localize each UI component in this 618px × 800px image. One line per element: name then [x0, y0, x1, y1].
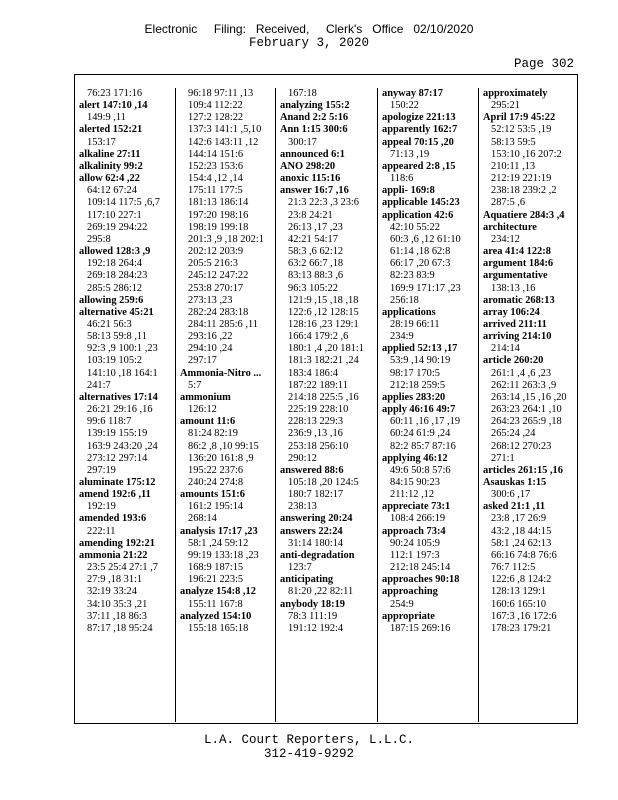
index-entry-continuation: 155:11 167:8: [188, 598, 243, 610]
index-entry: arriving 214:10: [483, 331, 552, 343]
index-entry: anybody 18:19: [280, 598, 345, 610]
index-entry-continuation: 214:14: [491, 343, 520, 355]
index-entry: amount 11:6: [180, 416, 236, 428]
index-entry-continuation: 87:17 ,18 95:24: [87, 622, 153, 634]
index-entry-continuation: 103:19 105:2: [87, 355, 143, 367]
footer: [0, 733, 618, 761]
index-entry-continuation: 167:18: [288, 88, 317, 99]
index-entry-continuation: 105:18 ,20 124:5: [288, 477, 359, 488]
index-entry-continuation: 181:3 182:21 ,24: [288, 355, 359, 367]
index-entry-continuation: 293:16 ,22: [188, 331, 233, 343]
index-entry-continuation: 58:3 ,6 62:12: [288, 246, 344, 258]
index-entry: arrived 211:11: [483, 318, 547, 330]
index-entry-continuation: 282:24 283:18: [188, 306, 249, 318]
index-entry: array 106:24: [483, 306, 540, 318]
index-entry: Aquatiere 284:3 ,4: [483, 209, 565, 221]
index-entry-continuation: 82:2 85:7 87:16: [390, 440, 456, 452]
index-entry-continuation: 187:22 189:11: [288, 379, 348, 391]
index-entry: announced 6:1: [280, 148, 345, 160]
index-entry: asked 21:1 ,11: [483, 501, 546, 513]
index-entry-continuation: 42:10 55:22: [390, 221, 440, 233]
index-entry: answered 88:6: [280, 464, 344, 476]
index-entry-continuation: 126:12: [188, 404, 217, 416]
index-entry-continuation: 294:10 ,24: [188, 343, 233, 355]
index-entry: alert 147:10 ,14: [79, 100, 148, 112]
index-entry-continuation: 268:14: [188, 513, 217, 525]
index-entry: alkaline 27:11: [79, 148, 141, 160]
index-entry-continuation: 180:1 ,4 ,20 181:1: [288, 343, 364, 355]
index-entry: answering 20:24: [280, 513, 353, 525]
index-entry: applies 283:20: [382, 391, 446, 403]
index-entry: Asauskas 1:15: [483, 477, 547, 488]
index-entry-continuation: 71:13 ,19: [390, 148, 430, 160]
index-entry-continuation: 31:14 180:14: [288, 537, 344, 549]
index-entry-continuation: 181:13 186:14: [188, 197, 249, 209]
index-entry-continuation: 139:19 155:19: [87, 428, 148, 440]
index-entry-continuation: 49:6 50:8 57:6: [390, 464, 451, 476]
index-entry-continuation: 152:23 153:6: [188, 160, 244, 172]
index-entry-continuation: 76:23 171:16: [87, 88, 143, 99]
index-entry-continuation: 234:9: [390, 331, 414, 343]
index-entry-continuation: 225:19 228:10: [288, 404, 349, 416]
index-entry-continuation: 295:21: [491, 100, 520, 112]
index-entry-continuation: 264:23 265:9 ,18: [491, 416, 562, 428]
index-entry-continuation: 163:9 243:20 ,24: [87, 440, 158, 452]
index-entry: articles 261:15 ,16: [483, 464, 563, 476]
index-entry: applying 46:12: [382, 452, 448, 464]
index-entry: analyzing 155:2: [280, 100, 350, 112]
index-entry-continuation: 168:9 187:15: [188, 562, 244, 574]
court-reporter-name: L.A. Court Reporters, L.L.C.: [203, 733, 415, 747]
index-table: [74, 74, 578, 724]
index-entry-continuation: 285:5 286:12: [87, 282, 143, 294]
index-entry: analysis 17:17 ,23: [180, 525, 258, 537]
index-entry-continuation: 205:5 216:3: [188, 258, 238, 270]
index-entry: ANO 298:20: [280, 160, 336, 172]
index-entry: amend 192:6 ,11: [79, 489, 151, 501]
index-entry-continuation: 128:16 ,23 129:1: [288, 318, 359, 330]
index-entry-continuation: 284:11 285:6 ,11: [188, 318, 258, 330]
index-entry-continuation: 121:9 ,15 ,18 ,18: [288, 294, 359, 306]
index-entry-continuation: 166:4 179:2 ,6: [288, 331, 349, 343]
index-entry-continuation: 138:13 ,16: [491, 282, 536, 294]
index-entry-continuation: 58:1 ,24 62:13: [491, 537, 552, 549]
index-entry-continuation: 167:3 ,16 172:6: [491, 610, 557, 622]
index-entry: amending 192:21: [79, 537, 155, 549]
index-entry-continuation: 61:14 ,18 62:8: [390, 246, 451, 258]
index-entry: aromatic 268:13: [483, 294, 555, 306]
index-entry: alkalinity 99:2: [79, 160, 143, 172]
index-entry: argument 184:6: [483, 258, 554, 270]
index-entry-continuation: 300:17: [288, 136, 317, 148]
index-entry-continuation: 43:2 ,18 44:15: [491, 525, 552, 537]
index-entry-continuation: 90:24 105:9: [390, 537, 440, 549]
index-entry: amended 193:6: [79, 513, 147, 525]
index-entry-continuation: 122:6 ,12 128:15: [288, 306, 359, 318]
index-entry-continuation: 191:12 192:4: [288, 622, 344, 634]
index-entry: application 42:6: [382, 209, 454, 221]
index-entry-continuation: 300:6 ,17: [491, 489, 531, 501]
index-entry-continuation: 127:2 128:22: [188, 112, 244, 124]
index-entry-continuation: 228:13 229:3: [288, 416, 344, 428]
index-entry-continuation: 268:12 270:23: [491, 440, 552, 452]
index-entry-continuation: 52:12 53:5 ,19: [491, 124, 552, 136]
index-entry: allow 62:4 ,22: [79, 173, 140, 185]
index-entry-continuation: 122:6 ,8 124:2: [491, 574, 552, 586]
index-entry-continuation: 92:3 ,9 100:1 ,23: [87, 343, 158, 355]
index-entry-continuation: 297:19: [87, 464, 116, 476]
index-entry-continuation: 211:12 ,12: [390, 489, 435, 501]
index-entry: area 41:4 122:8: [483, 246, 551, 258]
index-entry-continuation: 210:11 ,13: [491, 160, 536, 172]
index-entry-continuation: 256:18: [390, 294, 419, 306]
index-entry-continuation: 155:18 165:18: [188, 622, 249, 634]
index-entry-continuation: 154:4 ,12 ,14: [188, 173, 243, 185]
index-column-3: [275, 88, 377, 722]
index-entry-continuation: 141:10 ,18 164:1: [87, 367, 158, 379]
index-entry-continuation: 238:13: [288, 501, 317, 513]
index-entry: anti-degradation: [280, 549, 355, 561]
index-entry-continuation: 99:6 118:7: [87, 416, 132, 428]
index-entry: Ammonia-Nitro ...: [180, 367, 262, 379]
index-entry: architecture: [483, 221, 537, 233]
index-entry-continuation: 81:24 82:19: [188, 428, 238, 440]
index-entry: appeal 70:15 ,20: [382, 136, 454, 148]
index-entry-continuation: 128:13 129:1: [491, 586, 547, 598]
index-entry-continuation: 175:11 177:5: [188, 185, 243, 197]
index-entry-continuation: 192:18 264:4: [87, 258, 143, 270]
index-entry-continuation: 222:11: [87, 525, 116, 537]
index-entry-continuation: 183:4 186:4: [288, 367, 338, 379]
index-entry: applications: [382, 306, 436, 318]
index-entry: appeared 2:8 ,15: [382, 160, 456, 172]
index-entry: appli- 169:8: [382, 185, 435, 197]
index-entry-continuation: 212:18 245:14: [390, 562, 451, 574]
index-column-5: [478, 88, 578, 722]
index-entry-continuation: 290:12: [288, 452, 317, 464]
index-entry-continuation: 84:15 90:23: [390, 477, 440, 488]
index-entry-continuation: 96:18 97:11 ,13: [188, 88, 254, 99]
index-entry-continuation: 60:3 ,6 ,12 61:10: [390, 233, 461, 245]
index-entry-continuation: 27:9 ,18 31:1: [87, 574, 143, 586]
index-entry: alternatives 17:14: [79, 391, 158, 403]
index-entry: amounts 151:6: [180, 489, 245, 501]
index-entry-continuation: 26:21 29:16 ,16: [87, 404, 153, 416]
index-entry-continuation: 197:20 198:16: [188, 209, 249, 221]
index-entry-continuation: 123:7: [288, 562, 312, 574]
index-column-4: [377, 88, 478, 722]
index-entry-continuation: 21:3 22:3 ,3 23:6: [288, 197, 360, 209]
index-entry-continuation: 212:19 221:19: [491, 173, 552, 185]
index-entry: anyway 87:17: [382, 88, 443, 99]
index-entry-continuation: 112:1 197:3: [390, 549, 440, 561]
index-entry-continuation: 60:11 ,16 ,17 ,19: [390, 416, 461, 428]
index-entry-continuation: 82:23 83:9: [390, 270, 435, 282]
index-column-2: [175, 88, 275, 722]
index-entry-continuation: 118:6: [390, 173, 414, 185]
index-entry-continuation: 46:21 56:3: [87, 318, 132, 330]
index-entry-continuation: 273:12 297:14: [87, 452, 148, 464]
index-entry-continuation: 28:19 66:11: [390, 318, 440, 330]
index-entry-continuation: 153:17: [87, 136, 116, 148]
index-entry-continuation: 98:17 170:5: [390, 367, 440, 379]
index-entry-continuation: 64:12 67:24: [87, 185, 137, 197]
index-entry: applicable 145:23: [382, 197, 460, 209]
index-entry-continuation: 58:13 59:5: [491, 136, 536, 148]
index-entry-continuation: 34:10 35:3 ,21: [87, 598, 148, 610]
index-entry-continuation: 261:1 ,4 ,6 ,23: [491, 367, 552, 379]
index-entry-continuation: 160:6 165:10: [491, 598, 547, 610]
index-entry: anticipating: [280, 574, 334, 586]
index-entry-continuation: 23:8 ,17 26:9: [491, 513, 547, 525]
index-entry-continuation: 26:13 ,17 ,23: [288, 221, 343, 233]
index-entry-continuation: 58:13 59:8 ,11: [87, 331, 147, 343]
index-entry: anoxic 115:16: [280, 173, 341, 185]
index-entry: allowed 128:3 ,9: [79, 246, 151, 258]
index-entry-continuation: 196:21 223:5: [188, 574, 244, 586]
index-entry: ammonia 21:22: [79, 549, 148, 561]
index-entry-continuation: 169:9 171:17 ,23: [390, 282, 461, 294]
index-entry-continuation: 178:23 179:21: [491, 622, 552, 634]
index-entry-continuation: 262:11 263:3 ,9: [491, 379, 557, 391]
index-entry-continuation: 238:18 239:2 ,2: [491, 185, 557, 197]
index-entry: alternative 45:21: [79, 306, 154, 318]
index-entry-continuation: 58:1 ,24 59:12: [188, 537, 249, 549]
index-entry-continuation: 287:5 ,6: [491, 197, 526, 209]
index-entry: alerted 152:21: [79, 124, 143, 136]
index-entry-continuation: 201:3 ,9 ,18 202:1: [188, 233, 264, 245]
page-number: Page 302: [513, 57, 574, 71]
index-column-1: [75, 88, 175, 722]
index-entry-continuation: 63:2 66:7 ,18: [288, 258, 344, 270]
index-entry: analyzed 154:10: [180, 610, 252, 622]
index-entry-continuation: 153:10 ,16 207:2: [491, 148, 562, 160]
index-entry-continuation: 245:12 247:22: [188, 270, 249, 282]
index-entry: analyze 154:8 ,12: [180, 586, 256, 598]
index-entry-continuation: 253:8 270:17: [188, 282, 244, 294]
index-entry-continuation: 198:19 199:18: [188, 221, 249, 233]
index-entry-continuation: 117:10 227:1: [87, 209, 142, 221]
index-entry: applied 52:13 ,17: [382, 343, 458, 355]
court-reporter-phone: 312-419-9292: [263, 747, 354, 761]
index-entry-continuation: 254:9: [390, 598, 414, 610]
index-entry: allowing 259:6: [79, 294, 144, 306]
index-entry-continuation: 295:8: [87, 233, 111, 245]
index-entry: aluminate 175:12: [79, 477, 156, 488]
index-entry: apparently 162:7: [382, 124, 458, 136]
index-entry: apply 46:16 49:7: [382, 404, 456, 416]
index-entry-continuation: 240:24 274:8: [188, 477, 244, 488]
index-entry-continuation: 269:18 284:23: [87, 270, 148, 282]
index-entry: ammonium: [180, 391, 231, 403]
index-entry-continuation: 297:17: [188, 355, 217, 367]
index-entry-continuation: 96:3 105:22: [288, 282, 338, 294]
index-entry-continuation: 136:20 161:8 ,9: [188, 452, 254, 464]
index-entry-continuation: 66:17 ,20 67:3: [390, 258, 451, 270]
index-entry: argumentative: [483, 270, 548, 282]
index-entry-continuation: 187:15 269:16: [390, 622, 451, 634]
index-entry: article 260:20: [483, 355, 544, 367]
index-entry-continuation: 234:12: [491, 233, 520, 245]
index-entry: Anand 2:2 5:16: [280, 112, 349, 124]
index-entry-continuation: 202:12 203:9: [188, 246, 244, 258]
index-entry-continuation: 142:6 143:11 ,12: [188, 136, 259, 148]
index-entry-continuation: 144:14 151:6: [188, 148, 244, 160]
index-entry-continuation: 137:3 141:1 ,5,10: [188, 124, 262, 136]
index-entry: appropriate: [382, 610, 435, 622]
index-entry: answer 16:7 ,16: [280, 185, 349, 197]
index-entry: approaches 90:18: [382, 574, 460, 586]
index-entry-continuation: 32:19 33:24: [87, 586, 137, 598]
index-entry-continuation: 265:24 ,24: [491, 428, 536, 440]
index-entry: April 17:9 45:22: [483, 112, 556, 124]
index-entry: apologize 221:13: [382, 112, 456, 124]
index-entry-continuation: 263:14 ,15 ,16 ,20: [491, 391, 567, 403]
index-entry-continuation: 5:7: [188, 379, 202, 391]
index-entry-continuation: 66:16 74:8 76:6: [491, 549, 557, 561]
index-entry-continuation: 108:4 266:19: [390, 513, 446, 525]
index-entry-continuation: 109:14 117:5 ,6,7: [87, 197, 160, 209]
index-entry-continuation: 37:11 ,18 86:3: [87, 610, 147, 622]
index-entry-continuation: 83:13 88:3 ,6: [288, 270, 344, 282]
filing-date: February 3, 2020: [248, 36, 370, 50]
index-entry-continuation: 60:24 61:9 ,24: [390, 428, 451, 440]
index-entry: answers 22:24: [280, 525, 343, 537]
index-entry: appreciate 73:1: [382, 501, 451, 513]
index-entry-continuation: 263:23 264:1 ,10: [491, 404, 562, 416]
index-entry-continuation: 86:2 ,8 ,10 99:15: [188, 440, 259, 452]
index-entry-continuation: 161:2 195:14: [188, 501, 244, 513]
filing-stamp-line: Electronic Filing: Received, Clerk's Office 02/10/2020: [144, 22, 474, 36]
index-entry: Ann 1:15 300:6: [280, 124, 348, 136]
index-entry-continuation: 150:22: [390, 100, 419, 112]
index-entry-continuation: 149:9 ,11: [87, 112, 126, 124]
index-entry-continuation: 78:3 111:19: [288, 610, 338, 622]
index-entry-continuation: 109:4 112:22: [188, 100, 243, 112]
index-entry-continuation: 214:18 225:5 ,16: [288, 391, 359, 403]
index-entry: approximately: [483, 88, 548, 99]
index-entry-continuation: 253:18 256:10: [288, 440, 349, 452]
index-entry-continuation: 81:20 ,22 82:11: [288, 586, 354, 598]
index-entry-continuation: 269:19 294:22: [87, 221, 148, 233]
index-entry-continuation: 180:7 182:17: [288, 489, 344, 501]
index-entry-continuation: 212:18 259:5: [390, 379, 446, 391]
index-entry-continuation: 241:7: [87, 379, 111, 391]
index-entry-continuation: 236:9 ,13 ,16: [288, 428, 343, 440]
index-entry-continuation: 99:19 133:18 ,23: [188, 549, 259, 561]
index-entry: approach 73:4: [382, 525, 446, 537]
index-entry-continuation: 42:21 54:17: [288, 233, 338, 245]
index-entry-continuation: 23:8 24:21: [288, 209, 333, 221]
index-entry-continuation: 273:13 ,23: [188, 294, 233, 306]
index-entry-continuation: 195:22 237:6: [188, 464, 244, 476]
index-entry-continuation: 76:7 112:5: [491, 562, 536, 574]
index-entry-continuation: 53:9 ,14 90:19: [390, 355, 451, 367]
index-entry-continuation: 23:5 25:4 27:1 ,7: [87, 562, 159, 574]
index-entry-continuation: 271:1: [491, 452, 515, 464]
index-entry: approaching: [382, 586, 438, 598]
index-entry-continuation: 192:19: [87, 501, 116, 513]
